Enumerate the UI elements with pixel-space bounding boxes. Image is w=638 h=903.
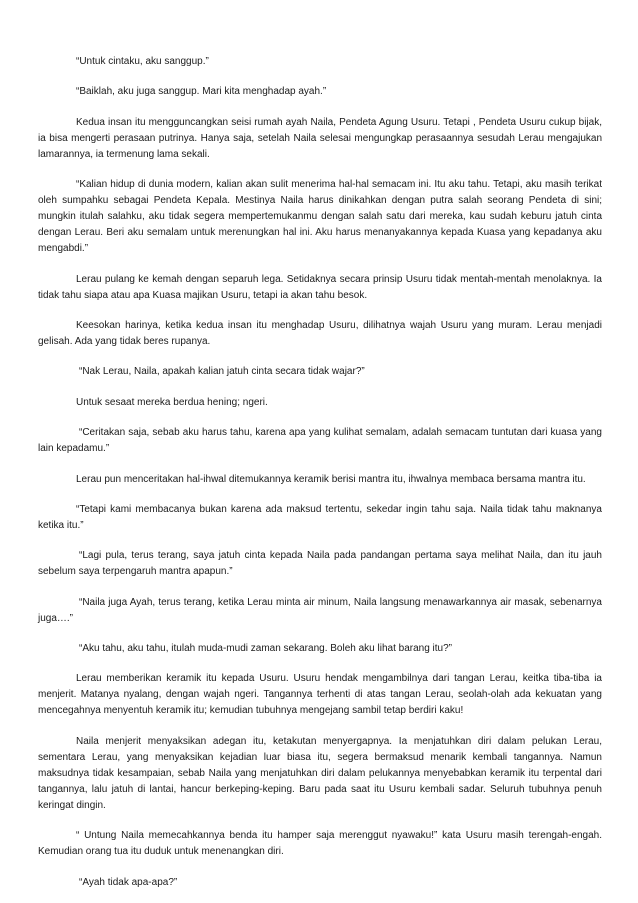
paragraph-17: “ Untung Naila memecahkannya benda itu hamper saja merenggut nyawaku!” kata Usuru masih terengah-engah. Kemudian orang tua itu duduk untuk menenangkan diri. bbox=[38, 830, 602, 858]
paragraph-9: “Ceritakan saja, sebab aku harus tahu, karena apa yang kulihat semalam, adalah semacam tuntutan dari kuasa yang lain kepadamu.” bbox=[38, 427, 602, 455]
paragraph-5: Lerau pulang ke kemah dengan separuh lega. Setidaknya secara prinsip Usuru tidak mentah-mentah menolaknya. Ia tidak tahu siapa atau apa Kuasa majikan Usuru, tetapi ia akan tahu besok. bbox=[38, 273, 602, 301]
paragraph-3: Kedua insan itu mengguncangkan seisi rumah ayah Naila, Pendeta Agung Usuru. Tetapi , Pendeta Usuru cukup bijak, ia bisa mengerti perasaan putrinya. Hanya saja, setelah Naila selesai mengungkap perasaannya sesudah Lerau mengajukan lamarannya, ia termenung lama sekali. bbox=[38, 116, 602, 160]
paragraph-10: Lerau pun menceritakan hal-ihwal ditemukannya keramik berisi mantra itu, ihwalnya membaca bersama mantra itu. bbox=[76, 473, 586, 485]
paragraph-16: Naila menjerit menyaksikan adegan itu, ketakutan menyergapnya. Ia menjatuhkan diri dalam pelukan Lerau, sementara Lerau, yang menyaksikan kejadian luar biasa itu, segera bermaksud menarik kembali tangannya. Namun maksudnya tidak kesampaian, sebab Naila yang menjatuhkan diri dalam pelukannya menyebabkan keramik itu terpental dari tangannya, lalu jatuh di lantai, hancur berkeping-keping. Baru pada saat itu Usuru kembali sadar. Seluruh tubuhnya penuh keringat dingin. bbox=[38, 735, 602, 811]
paragraph-7: “Nak Lerau, Naila, apakah kalian jatuh cinta secara tidak wajar?” bbox=[79, 366, 365, 378]
paragraph-14: “Aku tahu, aku tahu, itulah muda-mudi zaman sekarang. Boleh aku lihat barang itu?” bbox=[79, 643, 452, 655]
paragraph-4: “Kalian hidup di dunia modern, kalian akan sulit menerima hal-hal semacam ini. Itu aku tahu. Tetapi, aku masih terikat oleh sumpahku sebagai Pendeta Kepala. Mestinya Naila harus dinikahkan dengan putra salah seorang Pendeta di sini; mungkin itulah salahku, aku tidak segera mempertemukanmu dengan salah satu dari mereka, kau sudah keburu jatuh cinta dengan Lerau. Beri aku semalam untuk merenungkan hal ini. Aku harus menanyakannya kepada Kuasa yang kepadanya aku mengabdi.” bbox=[38, 179, 602, 255]
paragraph-8: Untuk sesaat mereka berdua hening; ngeri. bbox=[76, 396, 268, 408]
paragraph-13: “Naila juga Ayah, terus terang, ketika Lerau minta air minum, Naila langsung menawarkannya air masak, sebenarnya juga….” bbox=[38, 596, 602, 624]
paragraph-1: “Untuk cintaku, aku sanggup.” bbox=[76, 56, 209, 67]
paragraph-2: “Baiklah, aku juga sanggup. Mari kita menghadap ayah.” bbox=[76, 86, 327, 98]
paragraph-11: “Tetapi kami membacanya bukan karena ada maksud tertentu, sekedar ingin tahu saja. Naila tidak tahu maknanya ketika itu.” bbox=[38, 503, 602, 531]
paragraph-6: Keesokan harinya, ketika kedua insan itu menghadap Usuru, dilihatnya wajah Usuru yang muram. Lerau menjadi gelisah. Ada yang tidak beres rupanya. bbox=[38, 319, 602, 347]
paragraph-12: “Lagi pula, terus terang, saya jatuh cinta kepada Naila pada pandangan pertama saya melihat Naila, dan itu jauh sebelum saya terpengaruh mantra apapun.” bbox=[38, 550, 602, 578]
paragraph-15: Lerau memberikan keramik itu kepada Usuru. Usuru hendak mengambilnya dari tangan Lerau, keitka tiba-tiba ia menjerit. Matanya nyalang, dengan wajah ngeri. Tangannya terhenti di atas tangan Lerau, seolah-olah ada kekuatan yang mencegahnya menyentuh keramik itu; kemudian tubuhnya mengejang sambil tetap berdiri kaku! bbox=[38, 673, 602, 717]
paragraph-18: “Ayah tidak apa-apa?” bbox=[79, 876, 178, 888]
